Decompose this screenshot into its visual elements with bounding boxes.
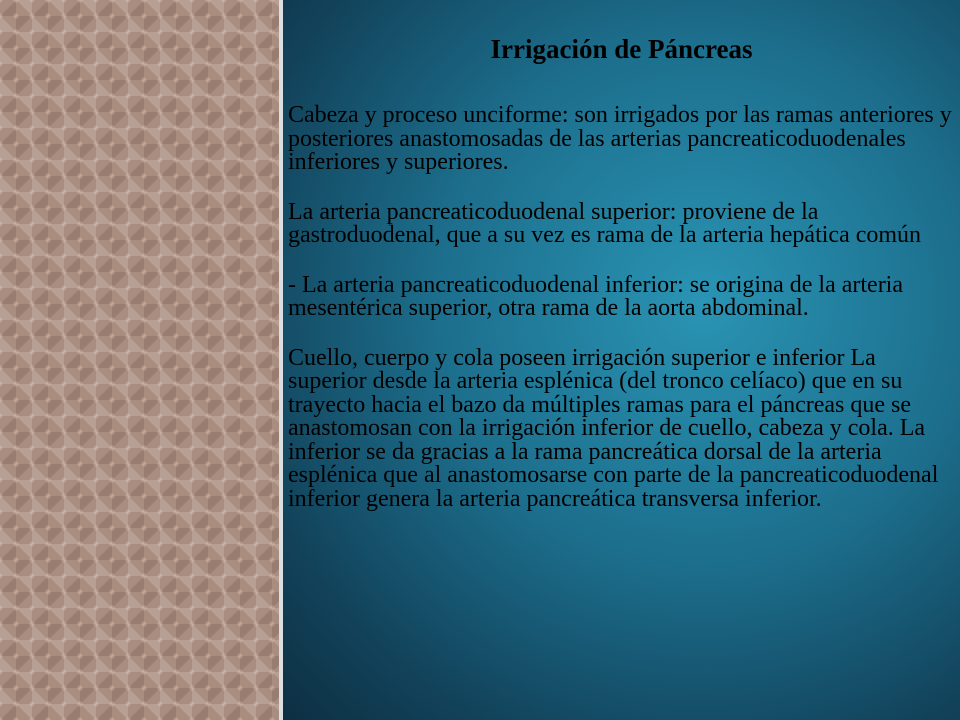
paragraph-head-uncinate: Cabeza y proceso unciforme: son irrigados por las ramas anteriores y posteriores anastomosadas de las arterias pancreaticoduodenales inferiores y superiores. <box>288 102 952 175</box>
paragraph-inferior-artery: - La arteria pancreaticoduodenal inferior: se origina de la arteria mesentérica superior, otra rama de la aorta abdominal. <box>288 271 903 321</box>
paragraph-superior-artery: La arteria pancreaticoduodenal superior: proviene de la gastroduodenal, que a su vez es rama de la arteria hepática común <box>288 198 922 248</box>
paragraph-neck-body-tail: Cuello, cuerpo y cola poseen irrigación superior e inferior La superior desde la arteria esplénica (del tronco celíaco) que en su trayecto hacia el bazo da múltiples ramas para el páncreas que se anastomosan con la irrigación inferior de cuello, cabeza y cola. La inferior se da gracias a la rama pancreática dorsal de la arteria esplénica que al anastomosarse con parte de la pancreaticoduodenal inferior genera la arteria pancreática transversa inferior. <box>288 344 939 512</box>
content-panel <box>283 0 960 720</box>
slide-body <box>288 104 953 537</box>
slide-title: Irrigación de Páncreas <box>490 34 753 64</box>
decorative-pattern-panel <box>0 0 279 720</box>
